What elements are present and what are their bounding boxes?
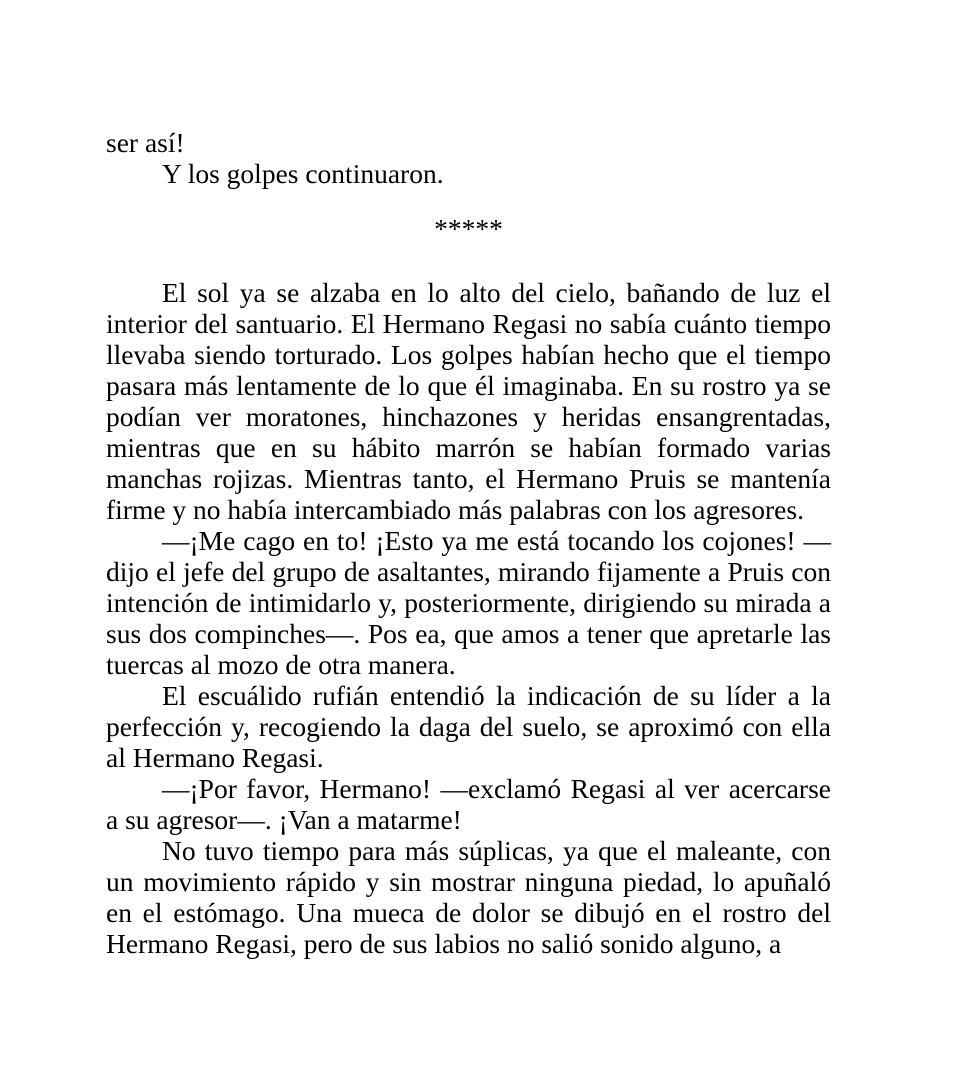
paragraph-continuation-fragment: ser así! — [106, 127, 185, 158]
paragraph-narration-sun: El sol ya se alzaba en lo alto del cielo, bañando de luz el interior del santuario. El Hermano Regasi no sabía cuánto tiempo llevaba siendo torturado. Los golpes habían hecho que el tiempo pasara más lentamente de lo que él imaginaba. En su rostro ya se podían ver moratones, hinchazones y heridas ensangrentadas, mientras que en su hábito marrón se habían formado varias manchas rojizas. Mientras tanto, el Hermano Pruis se mantenía firme y no había intercambiado más palabras con los agresores. — [106, 277, 831, 525]
paragraph-dialogue-leader: —¡Me cago en to! ¡Esto ya me está tocando los cojones! —dijo el jefe del grupo de asaltantes, mirando fijamente a Pruis con intención de intimidarlo y, posteriormente, dirigiendo su mirada a sus dos compinches—. Pos ea, que amos a tener que apretarle las tuercas al mozo de otra manera. — [106, 525, 831, 680]
scene-separator: ***** — [434, 213, 503, 244]
paragraph-narration-ruffian: El escuálido rufián entendió la indicación de su líder a la perfección y, recogiendo la daga del suelo, se aproximó con ella al Hermano Regasi. — [106, 680, 831, 773]
paragraph-narration-short: Y los golpes continuaron. — [162, 158, 444, 189]
text-block — [106, 127, 831, 959]
paragraph-dialogue-regasi: —¡Por favor, Hermano! —exclamó Regasi al ver acercarse a su agresor—. ¡Van a matarme! — [106, 773, 831, 835]
paragraph-narration-stabbing: No tuvo tiempo para más súplicas, ya que el maleante, con un movimiento rápido y sin mostrar ninguna piedad, lo apuñaló en el estómago. Una mueca de dolor se dibujó en el rostro del Hermano Regasi, pero de sus labios no salió sonido alguno, a — [106, 835, 831, 959]
